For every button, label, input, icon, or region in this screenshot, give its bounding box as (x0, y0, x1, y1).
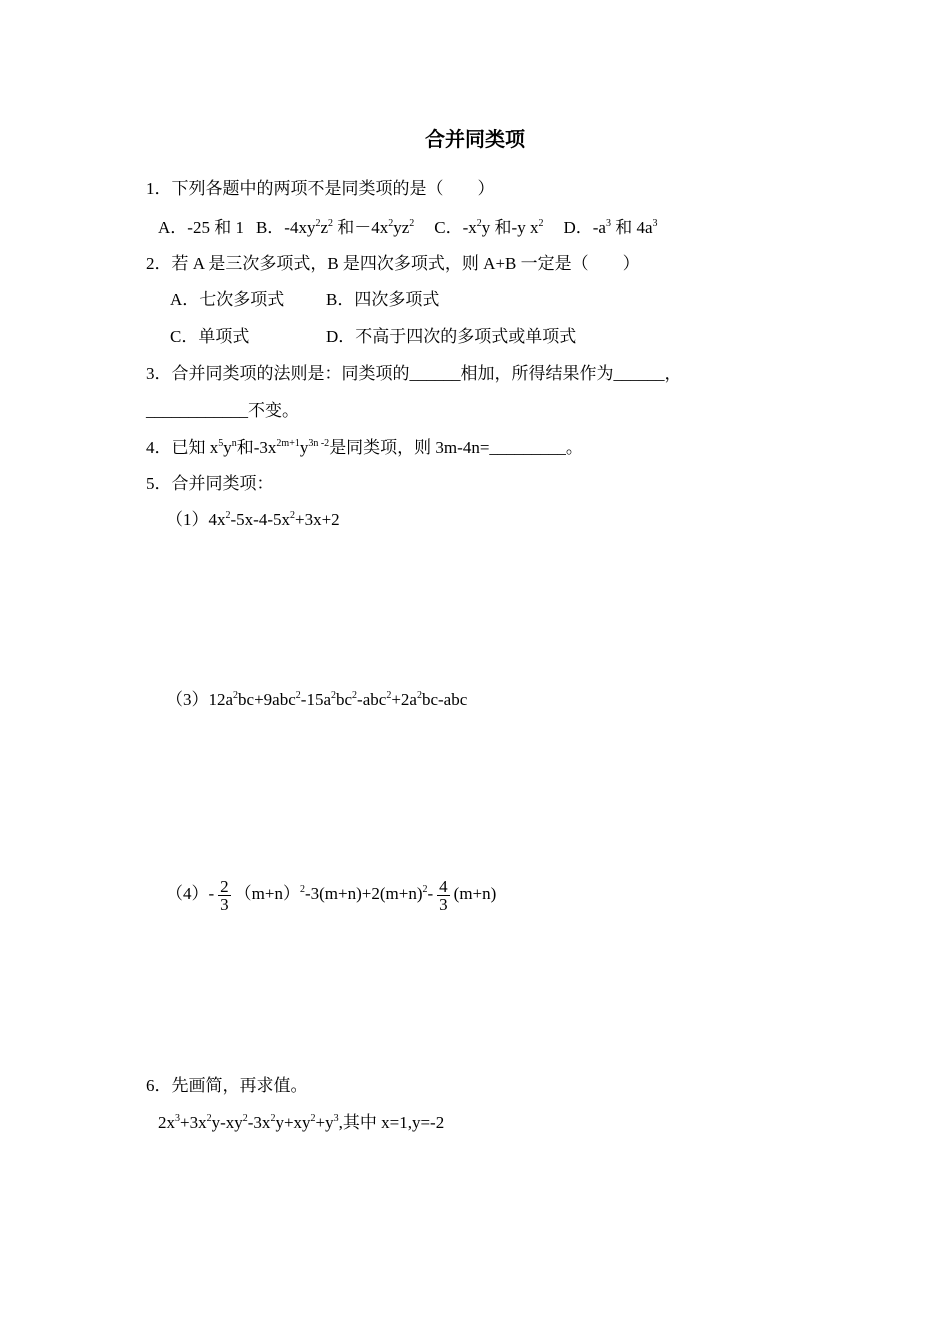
q5-part1: $(1)4x^2-5x-4-5x^2+3x+2$ (166, 510, 340, 529)
q2-option-c: C．单项式 (170, 327, 250, 346)
fraction-four-thirds: $\frac{4}{3}$ (439, 876, 448, 914)
q4-stem: 4．已知 $x^5y^n$和$-3x^{2m+1}y^{3n -2}$是同类项，则 3m-4n=_________。 (146, 438, 583, 457)
q6-stem: 6．先画简，再求值。 (146, 1076, 308, 1095)
q1-option-c: C．$-x^2y$ 和-y $x^2$ (434, 218, 544, 237)
q6-expression: $2x^3+3x^2y-xy^2-3x^2y+xy^2+y^3$,其中 x=1,y=-2 (158, 1113, 445, 1132)
q2-option-a: A．七次多项式 (170, 290, 285, 309)
page-title: 合并同类项 (425, 129, 525, 151)
q1-stem: 1．下列各题中的两项不是同类项的是（ ） (146, 179, 495, 198)
q3-line2: ____________不变。 (146, 401, 299, 420)
q5-part3: $(3)12a^2bc+9abc^2-15a^2bc^2-abc^2+2a^2bc$-abc (166, 690, 468, 709)
q2-stem: 2．若 A 是三次多项式，B 是四次多项式，则 A+B 一定是（ ） (146, 254, 640, 273)
fraction-two-thirds: $\frac{2}{3}$ (220, 876, 229, 914)
q2-option-d: D．不高于四次的多项式或单项式 (326, 327, 577, 346)
q5-part4: （4）- $\frac{2}{3}$ $(m+n)^2-3(m+n)+2(m+n)^2-$ $\frac{4}{3}$ (m+n) (166, 876, 497, 914)
q5-stem: 5．合并同类项： (146, 474, 274, 493)
q3-line1: 3．合并同类项的法则是：同类项的______相加，所得结果作为______， (146, 364, 682, 383)
q1-option-a: A．-25 和 1 (158, 218, 244, 237)
q2-option-b: B．四次多项式 (326, 290, 440, 309)
q1-option-b: B．$-4xy^2z^2$ 和$-4x^2yz^2$ (255, 218, 415, 237)
q1-option-d: D．$-a^3$ 和 $4a^3$ (563, 218, 658, 237)
q1-options (158, 217, 658, 239)
